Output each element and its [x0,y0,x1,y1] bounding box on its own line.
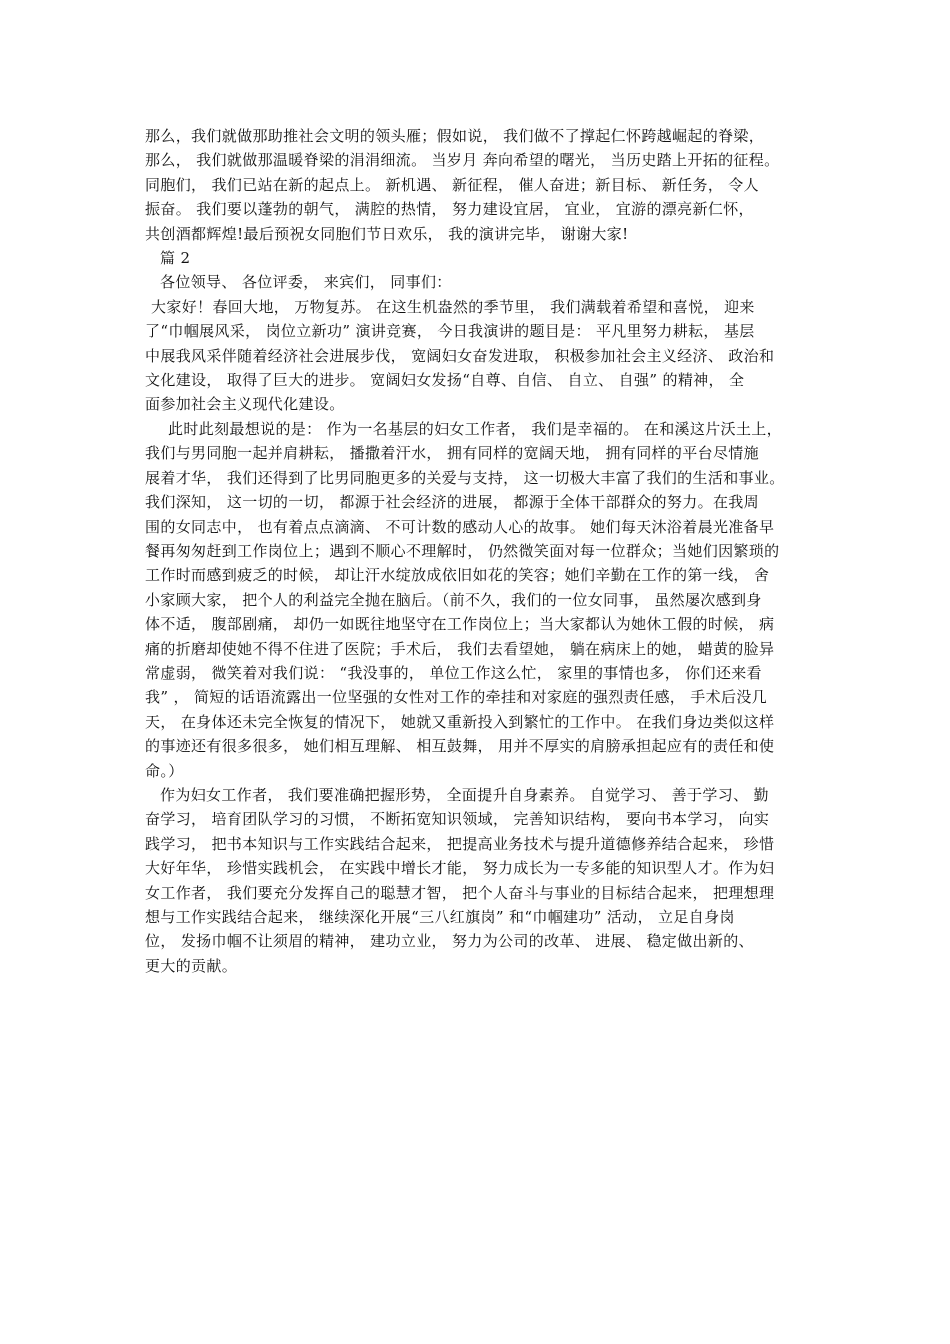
text-line: 女工作者， 我们要充分发挥自己的聪慧才智， 把个人奋斗与事业的目标结合起来， 把理想理 [145,883,775,902]
text-line: 我们与男同胞一起并肩耕耘， 播撒着汗水， 拥有同样的宽阔天地， 拥有同样的平台尽情施 [145,444,760,463]
text-line: 展着才华， 我们还得到了比男同胞更多的关爱与支持， 这一切极大丰富了我们的生活和事业。 [145,468,785,487]
text-line: 各位领导、 各位评委， 来宾们， 同事们： [160,273,452,292]
text-line: 此时此刻最想说的是： 作为一名基层的妇女工作者， 我们是幸福的。 在和溪这片沃土上， [168,419,783,438]
section-heading [145,246,810,270]
text-line: 围的女同志中， 也有着点点滴滴、 不可计数的感动人心的故事。 她们每天沐浴着晨光准备早 [145,517,775,536]
text-line: 我们深知， 这一切的一切， 都源于社会经济的进展， 都源于全体干部群众的努力。在我周 [145,493,760,512]
text-line: 痛的折磨却使她不得不住进了医院；手术后， 我们去看望她， 躺在病床上的她， 蜡黄的脸异 [145,639,775,658]
document-body [145,124,810,978]
paragraph-intro [145,295,810,417]
paragraph-body [145,417,810,783]
text-line: 文化建设， 取得了巨大的进步。 宽阔妇女发扬“自尊、自信、 自立、 自强” 的精神， 全 [145,371,745,390]
text-line: 更大的贡献。 [145,956,238,975]
section-title: 篇 2 [160,249,191,268]
text-line: 那么，我们就做那助推社会文明的领头雁；假如说， 我们做不了撑起仁怀跨越崛起的脊梁， [145,127,765,145]
text-line: 那么， 我们就做那温暖脊梁的涓涓细流。 当岁月 奔向希望的曙光， 当历史踏上开拓的征程。 [145,151,780,170]
text-line: 想与工作实践结合起来， 继续深化开展“三八红旗岗” 和“巾帼建功” 活动， 立足自身岗 [145,908,735,926]
text-line: 天， 在身体还未完全恢复的情况下， 她就又重新投入到繁忙的工作中。 在我们身边类似这样 [145,712,775,731]
text-line: 体不适， 腹部剧痛， 却仍一如既往地坚守在工作岗位上；当大家都认为她休工假的时候， 病 [145,615,775,634]
text-line: 我” ， 简短的话语流露出一位坚强的女性对工作的牵挂和对家庭的强烈责任感， 手术后没几 [145,688,768,707]
text-line: 命。） [145,761,184,780]
text-line: 中展我风采伴随着经济社会进展步伐， 宽阔妇女奋发进取， 积极参加社会主义经济、 政治和 [145,346,775,365]
text-line: 面参加社会主义现代化建设。 [145,395,345,414]
greeting [145,270,810,294]
text-line: 位， 发扬巾帼不让须眉的精神， 建功立业， 努力为公司的改革、 进展、 稳定做出新的、 [145,932,754,951]
text-line: 工作时而感到疲乏的时候， 却让汗水绽放成依旧如花的笑容；她们辛勤在工作的第一线， 舍 [145,566,770,585]
text-line: 作为妇女工作者， 我们要准确把握形势， 全面提升自身素养。 自觉学习、 善于学习、 勤 [160,785,769,804]
text-line: 奋学习， 培育团队学习的习惯， 不断拓宽知识领域， 完善知识结构， 要向书本学习， 向实 [145,810,770,829]
paragraph-closing [145,124,810,246]
paragraph-conclusion [145,783,810,978]
text-line: 了“巾帼展风采， 岗位立新功” 演讲竞赛， 今日我演讲的题目是： 平凡里努力耕耘， 基层 [145,322,755,341]
text-line: 餐再匆匆赶到工作岗位上；遇到不顺心不理解时， 仍然微笑面对每一位群众；当她们因繁琐的 [145,541,780,560]
text-line: 常虚弱， 微笑着对我们说： “我没事的， 单位工作这么忙， 家里的事情也多， 你们还来看 [145,663,762,682]
text-line: 小家顾大家， 把个人的利益完全抛在脑后。（前不久，我们的一位女同事， 虽然屡次感到身 [145,590,762,609]
text-line: 共创酒都辉煌!最后预祝女同胞们节日欢乐， 我的演讲完毕， 谢谢大家! [145,224,629,243]
text-line: 振奋。 我们要以蓬勃的朝气， 满腔的热情， 努力建设宜居， 宜业， 宜游的漂亮新仁怀， [145,200,754,219]
text-line: 大好年华， 珍惜实践机会， 在实践中增长才能， 努力成长为一专多能的知识型人才。作为妇 [145,859,775,878]
text-line: 同胞们， 我们已站在新的起点上。 新机遇、 新征程， 催人奋进；新目标、 新任务， 令人 [145,175,760,194]
text-line: 大家好！春回大地， 万物复苏。 在这生机盎然的季节里， 我们满载着希望和喜悦， 迎来 [151,297,755,316]
text-line: 践学习， 把书本知识与工作实践结合起来， 把提高业务技术与提升道德修养结合起来， 珍惜 [145,834,775,853]
text-line: 的事迹还有很多很多， 她们相互理解、 相互鼓舞， 用并不厚实的肩膀承担起应有的责任和使 [145,737,775,756]
